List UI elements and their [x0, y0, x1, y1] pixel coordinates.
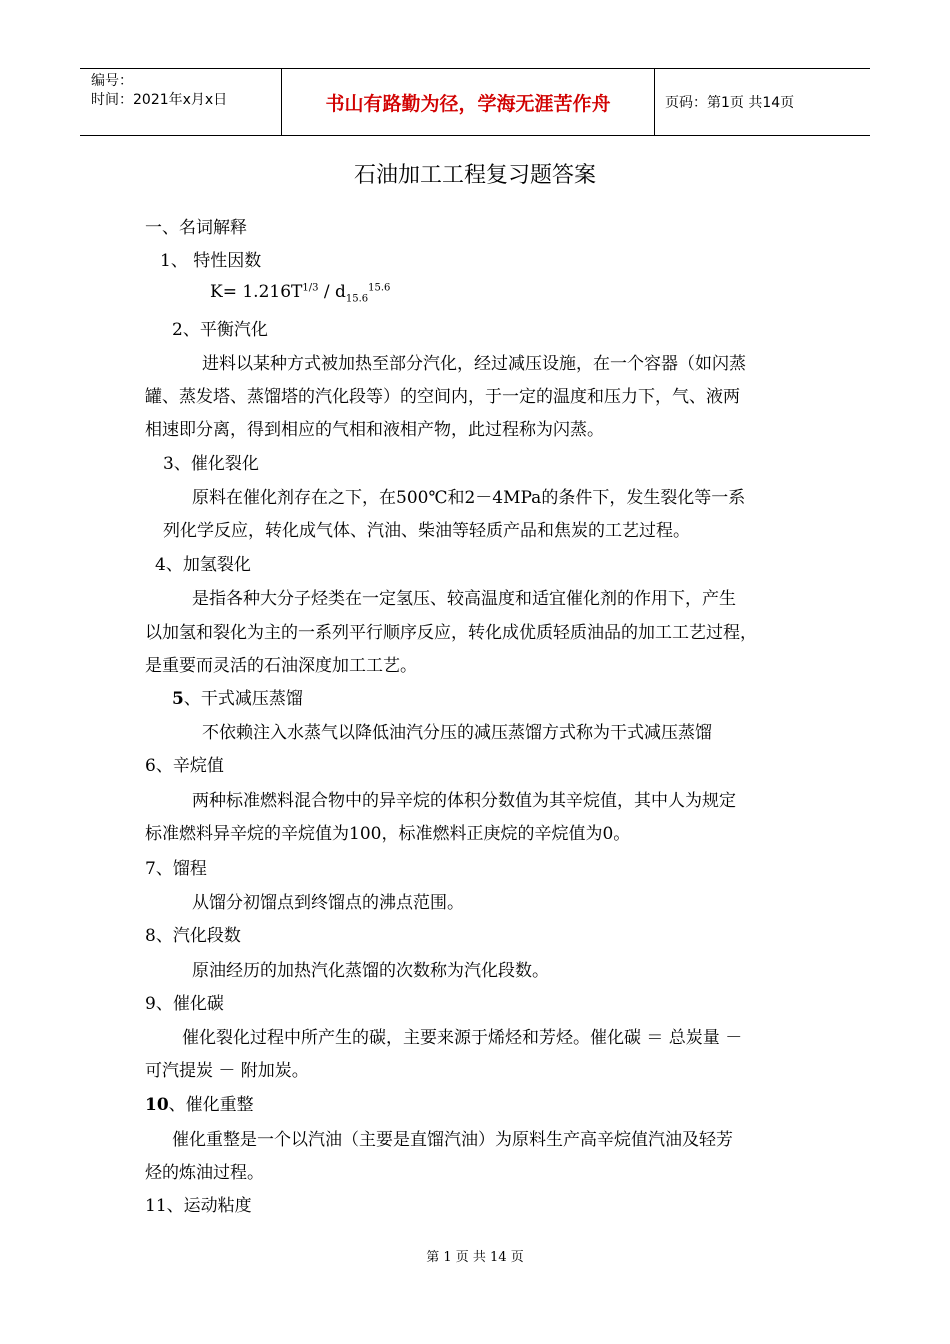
page-footer: 第 1 页 共 14 页 [426, 1250, 524, 1265]
term-heading-10 [145, 1090, 254, 1115]
paragraph-line: 原料在催化剂存在之下，在500℃和2－4MPa的条件下，发生裂化等一系 [192, 488, 746, 508]
term-heading-3: 3、催化裂化 [163, 454, 259, 474]
document-number-label: 编号： [91, 73, 133, 89]
term-heading-11: 11、运动粘度 [145, 1196, 252, 1216]
paragraph-line: 从馏分初馏点到终馏点的沸点范围。 [192, 893, 464, 913]
paragraph-line: 两种标准燃料混合物中的异辛烷的体积分数值为其辛烷值，其中人为规定 [192, 791, 736, 811]
paragraph-line: 是指各种大分子烃类在一定氢压、较高温度和适宜催化剂的作用下，产生 [192, 589, 736, 609]
term-heading-6: 6、辛烷值 [145, 756, 224, 776]
header-page-number: 页码：第1页 共14页 [665, 95, 795, 111]
header-motto: 书山有路勤为径，学海无涯苦作舟 [282, 69, 655, 135]
paragraph-line: 相速即分离，得到相应的气相和液相产物，此过程称为闪蒸。 [145, 420, 604, 440]
section-heading: 一、名词解释 [145, 218, 247, 238]
paragraph-line: 烃的炼油过程。 [145, 1163, 264, 1183]
formula-main: K= 1.216T [210, 282, 303, 302]
paragraph-line: 标准燃料异辛烷的辛烷值为100，标准燃料正庚烷的辛烷值为0。 [145, 824, 631, 844]
paragraph-line: 进料以某种方式被加热至部分汽化，经过减压设施，在一个容器（如闪蒸 [202, 354, 746, 374]
paragraph-line: 原油经历的加热汽化蒸馏的次数称为汽化段数。 [192, 961, 549, 981]
term-heading-4: 4、加氢裂化 [155, 555, 251, 575]
term-number: 10 [145, 1095, 169, 1115]
formula-superscript: 15.6 [368, 282, 391, 294]
paragraph-line: 罐、蒸发塔、蒸馏塔的汽化段等）的空间内，于一定的温度和压力下，气、液两 [145, 387, 740, 407]
paragraph-line: 可汽提炭 － 附加炭。 [145, 1061, 309, 1081]
term-heading-5 [172, 684, 303, 709]
term-title: 、干式减压蒸馏 [183, 689, 303, 709]
paragraph-line: 列化学反应，转化成气体、汽油、柴油等轻质产品和焦炭的工艺过程。 [163, 521, 690, 541]
term-heading-9: 9、催化碳 [145, 994, 224, 1014]
paragraph-line: 是重要而灵活的石油深度加工工艺。 [145, 656, 417, 676]
paragraph-line: 以加氢和裂化为主的一系列平行顺序反应，转化成优质轻质油品的加工工艺过程， [145, 623, 757, 643]
term-heading-8: 8、汽化段数 [145, 926, 241, 946]
document-time-label: 时间：2021年x月x日 [91, 92, 228, 108]
formula-mid: / d [318, 282, 346, 302]
paragraph-line: 催化裂化过程中所产生的碳，主要来源于烯烃和芳烃。催化碳 ＝ 总炭量 － [182, 1028, 743, 1048]
header-meta [80, 69, 282, 135]
formula-exponent: 1/3 [302, 282, 319, 294]
page-header [80, 68, 870, 136]
term-heading-7: 7、馏程 [145, 859, 207, 879]
term-heading-2: 2、平衡汽化 [172, 320, 268, 340]
term-number: 5 [172, 689, 184, 709]
paragraph-line: 催化重整是一个以汽油（主要是直馏汽油）为原料生产高辛烷值汽油及轻芳 [172, 1130, 733, 1150]
paragraph-line: 不依赖注入水蒸气以降低油汽分压的减压蒸馏方式称为干式减压蒸馏 [202, 723, 712, 743]
document-title: 石油加工工程复习题答案 [353, 163, 596, 188]
term-heading-1: 1、 特性因数 [160, 251, 262, 271]
formula-subscript: 15.6 [345, 293, 369, 305]
term-title: 、催化重整 [168, 1095, 254, 1115]
formula-k [210, 282, 390, 304]
